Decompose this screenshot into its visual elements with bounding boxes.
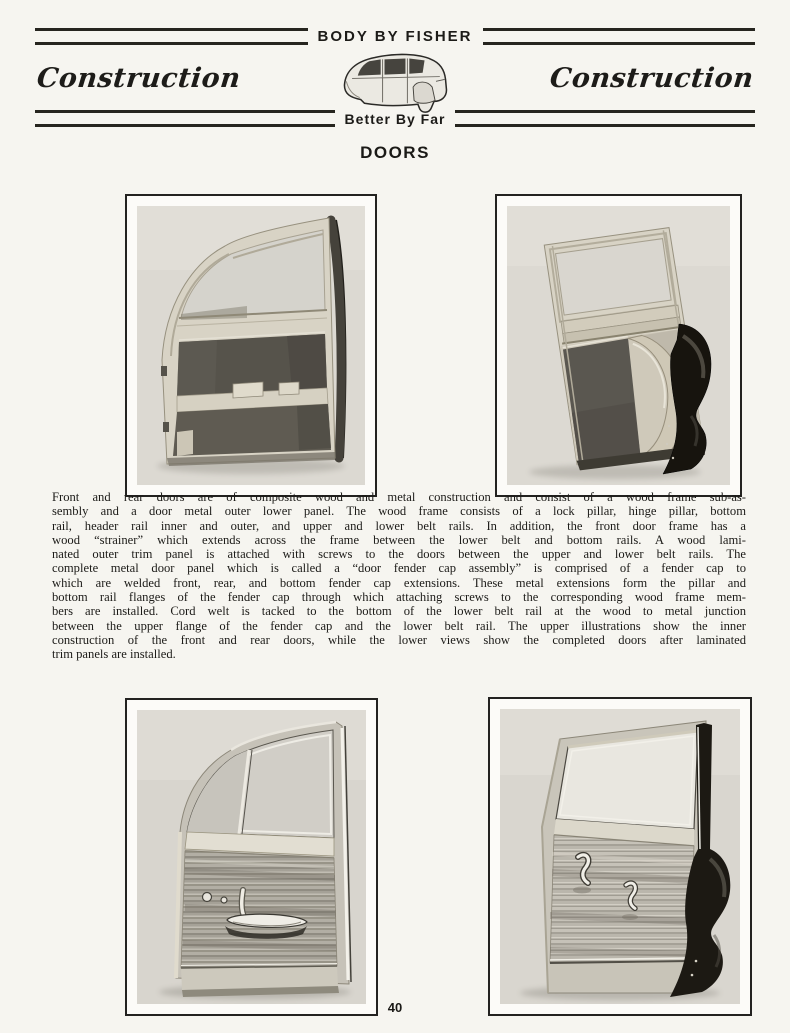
body-text-line: bottom rail flanges of the fender cap through which attaching screws to the corresponding wood frame mem- bbox=[52, 590, 746, 605]
rear-door-trimmed-illustration bbox=[500, 709, 740, 1004]
photo-front-door-trimmed bbox=[125, 698, 378, 1016]
fisher-body-car-icon bbox=[333, 47, 457, 109]
double-rule-right bbox=[483, 28, 756, 45]
double-rule-left-bottom bbox=[35, 110, 335, 127]
tagline-rule-row bbox=[35, 110, 755, 127]
body-text-line: rail, header rail inner and outer, and upper and lower belt rails. In addition, the front door frame has a bbox=[52, 518, 746, 533]
body-text-line: sembly and a door metal outer lower panel. The wood frame consists of a lock pillar, hinge pillar, bottom bbox=[52, 504, 746, 519]
body-text-line: Front and rear doors are of composite wood and metal construction and consist of a wood frame sub-as- bbox=[52, 490, 746, 504]
photo-rear-door-trimmed bbox=[488, 697, 752, 1016]
body-text-line: bers are installed. Cord welt is tacked to the bottom of the lower belt rail at the wood to metal junction bbox=[52, 604, 746, 619]
page-number: 40 bbox=[387, 1000, 403, 1015]
tagline-text: Better By Far bbox=[344, 110, 446, 127]
car-illustration-svg bbox=[333, 47, 457, 116]
body-text-line: nated outer trim panel is attached with screws to the doors between the upper and lower belt rails. The bbox=[52, 547, 746, 562]
double-rule-left bbox=[35, 28, 308, 45]
double-rule-right-bottom bbox=[455, 110, 755, 127]
body-text-line: construction of the front and rear doors, while the lower views show the completed doors after laminated bbox=[52, 632, 746, 647]
body-text-line: complete metal door panel which is called a “door fender cap assembly” is comprised of a fender cap to bbox=[52, 561, 746, 576]
photo-front-door-frame bbox=[125, 194, 377, 497]
construction-script-left: Construction bbox=[35, 62, 243, 94]
page-title: DOORS bbox=[360, 143, 430, 162]
masthead-middle-row bbox=[37, 47, 753, 109]
body-text-line: trim panels are installed. bbox=[52, 647, 176, 662]
rear-door-frame-illustration bbox=[507, 206, 730, 485]
masthead bbox=[35, 28, 755, 127]
front-door-frame-illustration bbox=[137, 206, 365, 485]
body-text-line: which are welded front, rear, and bottom fender cap extensions. These metal extensions form the pillar and bbox=[52, 575, 746, 590]
body-paragraph bbox=[52, 490, 746, 662]
front-door-trimmed-illustration bbox=[137, 710, 366, 1004]
brand-rule-row bbox=[35, 28, 755, 45]
body-text-line: between the upper flange of the fender cap and the lower belt rail. The upper illustrations show the inner bbox=[52, 618, 746, 633]
photo-rear-door-frame bbox=[495, 194, 742, 497]
brand-title: BODY BY FISHER bbox=[317, 28, 473, 45]
construction-script-right: Construction bbox=[547, 62, 755, 94]
body-text-line: wood “strainer” which extends across the frame between the lower belt and bottom rails. A wood lami- bbox=[52, 532, 746, 547]
